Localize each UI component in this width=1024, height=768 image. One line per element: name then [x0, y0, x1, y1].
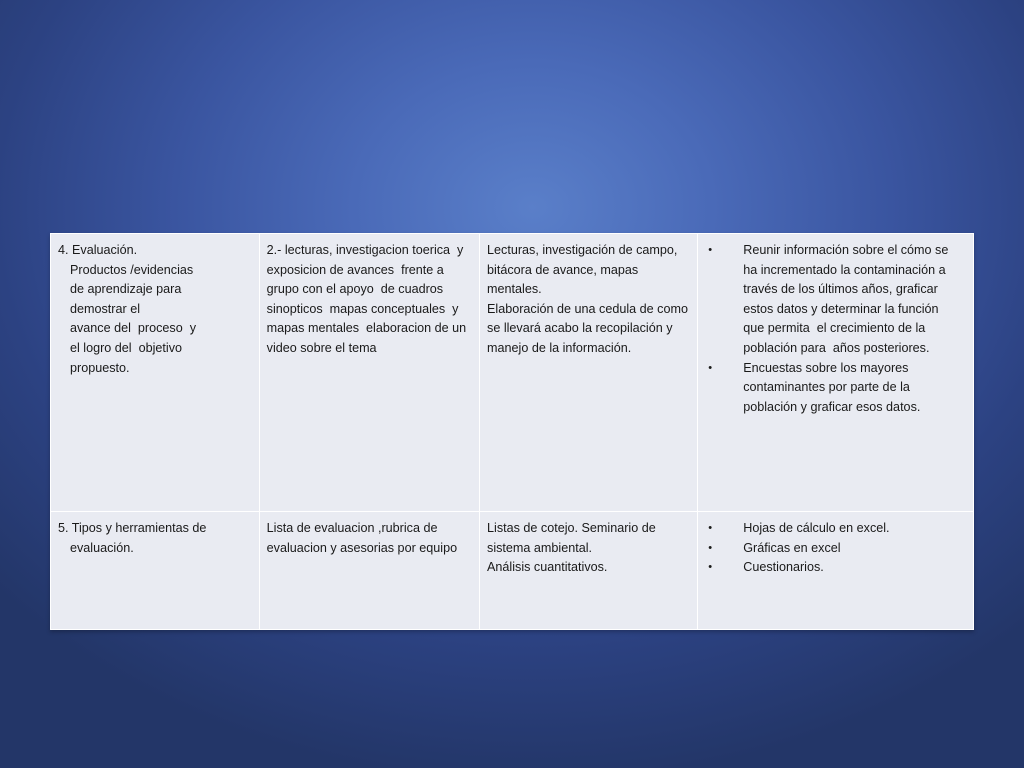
cell-line: manejo de la información. [487, 340, 632, 355]
criterion-line: propuesto. [70, 360, 130, 375]
cell-line: sistema ambiental. [487, 540, 593, 555]
list-item [705, 241, 967, 359]
cell-line: Lecturas, investigación de campo, [487, 243, 678, 257]
cell-line: grupo con el apoyo de cuadros [266, 282, 444, 297]
list-item-line: Encuestas sobre los mayores [743, 360, 909, 375]
list-item-line: contaminantes por parte de la [743, 380, 910, 395]
list-item-line: Gráficas en excel [743, 540, 841, 555]
cell-line: Análisis cuantitativos. [487, 560, 608, 575]
list-item-line: través de los últimos años, graficar [743, 282, 938, 297]
bullet-list [705, 519, 967, 578]
cell-criterion [51, 512, 260, 630]
criterion-title: 5. Tipos y herramientas de [58, 521, 207, 535]
cell-activities [259, 234, 479, 512]
cell-line: 2.- lecturas, investigacion toerica y [266, 243, 464, 257]
cell-instruments [698, 512, 974, 630]
cell-line: bitácora de avance, mapas [487, 262, 639, 277]
list-item [705, 359, 967, 418]
evaluation-table [50, 233, 974, 630]
cell-evidence [480, 512, 698, 630]
cell-instruments [698, 234, 974, 512]
criterion-line: de aprendizaje para [70, 282, 182, 297]
criterion-line: el logro del objetivo [70, 340, 183, 355]
cell-line: mapas mentales elaboracion de un [266, 321, 467, 336]
cell-activities [259, 512, 479, 630]
table-row [51, 234, 974, 512]
list-item-line: población para años posteriores. [743, 340, 930, 355]
bullet-icon: • [708, 522, 713, 534]
cell-line: evaluacion y asesorias por equipo [266, 540, 458, 555]
table-row [51, 512, 974, 630]
list-item-line: ha incrementado la contaminación a [743, 262, 946, 277]
list-item [705, 558, 967, 578]
cell-line: se llevará acabo la recopilación y [487, 321, 673, 336]
criterion-line: avance del proceso y [70, 321, 197, 336]
cell-line: Listas de cotejo. Seminario de [487, 521, 656, 535]
cell-line: exposicion de avances frente a [266, 262, 444, 277]
list-item [705, 519, 967, 539]
list-item [705, 539, 967, 559]
list-item-line: población y graficar esos datos. [743, 399, 921, 414]
criterion-line: evaluación. [70, 540, 134, 555]
bullet-icon: • [708, 561, 713, 574]
bullet-icon: • [708, 244, 713, 256]
bullet-icon: • [708, 361, 713, 374]
criterion-line: Productos /evidencias [70, 262, 194, 277]
list-item-line: Hojas de cálculo en excel. [743, 521, 890, 535]
cell-line: mentales. [487, 282, 542, 297]
list-item-line: Cuestionarios. [743, 560, 824, 575]
bullet-list [705, 241, 967, 417]
cell-line: sinopticos mapas conceptuales y [266, 301, 459, 316]
criterion-title: 4. Evaluación. [58, 243, 138, 257]
cell-criterion [51, 234, 260, 512]
criterion-line: demostrar el [70, 301, 140, 316]
cell-line: Lista de evaluacion ,rubrica de [266, 521, 438, 535]
list-item-line: Reunir información sobre el cómo se [743, 243, 949, 257]
bullet-icon: • [708, 541, 713, 554]
list-item-line: estos datos y determinar la función [743, 301, 939, 316]
list-item-line: que permita el crecimiento de la [743, 321, 926, 336]
cell-evidence [480, 234, 698, 512]
table-body [51, 234, 974, 630]
cell-line: video sobre el tema [266, 340, 377, 355]
cell-line: Elaboración de una cedula de como [487, 301, 688, 316]
